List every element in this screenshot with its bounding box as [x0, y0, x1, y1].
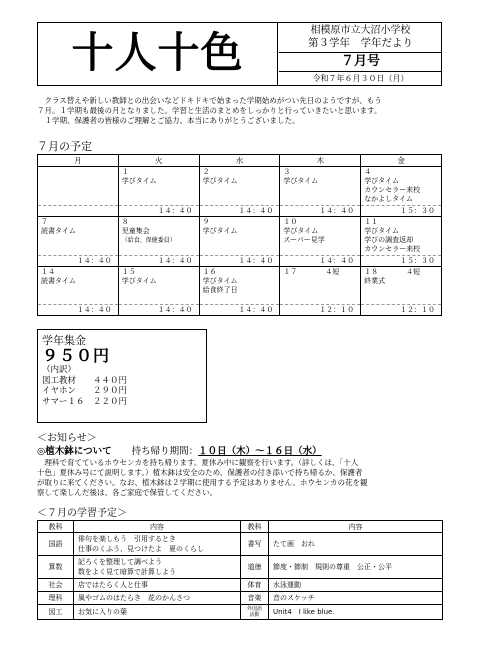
content-cell [74, 592, 241, 605]
schedule-entry: 終業式 [364, 277, 386, 285]
schedule-entry: 給食終了日 [202, 286, 238, 294]
dismissal-time: １４：４０ [199, 305, 280, 316]
content-cell [74, 579, 241, 592]
subject-cell-text: 理科 [48, 594, 63, 602]
day-header: 水 [199, 155, 280, 167]
content-cell-text: お気に入りの葉 [78, 608, 127, 616]
dismissal-time: １４：４０ [118, 305, 199, 316]
schedule-entry: 学びタイム [364, 227, 400, 235]
notice-item-title [37, 445, 447, 458]
subject-cell [241, 533, 269, 556]
notice-body-line: 察して楽しんだ後は、各ご家庭で保管してください。 [37, 488, 217, 497]
schedule-entry: 学びタイム [202, 177, 238, 185]
plan-header: 内容 [74, 521, 241, 533]
table-row [38, 579, 443, 592]
day-header: 月 [38, 155, 119, 167]
schedule-day-cell [280, 217, 361, 256]
subject-cell-text: 音楽 [247, 594, 262, 602]
newsletter-subtitle: 第３学年 学年だより [308, 37, 413, 49]
notice-body-line: が取りに来てください。なお、植木鉢は２学期に使用する予定はありません。ホウセンカの花を観 [37, 478, 368, 487]
schedule-day-cell [118, 217, 199, 256]
issue-date: 令和７年６月３０日（月） [312, 74, 409, 83]
schedule-entry: カウンセラー来校 [364, 245, 421, 253]
schedule-day-cell [280, 267, 361, 305]
schedule-day-cell [199, 267, 280, 305]
content-cell-text: 数をよく見て暗算で計算しよう [78, 568, 176, 576]
schedule-entry: ９ [202, 218, 210, 226]
intro-line: クラス替えや新しい教師との出会いなどドキドキで始まった学期始めがつい先日のようですが、もう [37, 96, 382, 105]
issue-month: ７月号 [279, 52, 442, 72]
schedule-entry: ７ [41, 218, 48, 226]
content-cell-text: 仕事のくふう、見つけたよ 夏のくらし [78, 545, 204, 553]
schedule-header-row [38, 155, 442, 167]
schedule-entry: 学びタイム [283, 177, 319, 185]
content-cell-text: 水泳運動 [273, 581, 301, 589]
schedule-entry: ２ [202, 168, 210, 176]
content-cell [269, 592, 443, 605]
content-cell [74, 556, 241, 579]
dismissal-time: １５：３０ [361, 256, 442, 267]
dismissal-time: １５：３０ [361, 206, 442, 217]
day-header: 金 [361, 155, 442, 167]
subject-cell [241, 556, 269, 579]
fee-amount: ９５０円 [42, 346, 111, 365]
schedule-entry: １０ [283, 218, 298, 226]
day-header: 火 [118, 155, 199, 167]
dismissal-time: １４：４０ [118, 256, 199, 267]
schedule-entry: 学びタイム [202, 277, 238, 285]
schedule-entry: ８ [121, 218, 129, 226]
dismissal-time: １４：４０ [38, 305, 119, 316]
subject-cell [38, 533, 74, 556]
schedule-entry: （給食、保健委員） [121, 237, 176, 244]
content-cell [74, 533, 241, 556]
fee-item: サマー１６ ２２０円 [42, 396, 128, 407]
schedule-entry: １ [121, 168, 129, 176]
schedule-time-row [38, 256, 442, 267]
table-row [38, 556, 443, 579]
subject-cell [241, 579, 269, 592]
schedule-day-cell [38, 217, 119, 256]
content-cell [269, 579, 443, 592]
subject-cell-text: 社会 [48, 581, 63, 589]
schedule-entry: ３ [283, 168, 291, 176]
subject-cell-text: 外国語活動 [246, 606, 262, 618]
content-cell-text: 音のスケッチ [273, 594, 315, 602]
plan-header: 内容 [269, 521, 443, 533]
subject-cell-text: 国語 [48, 540, 63, 548]
content-cell-text: 俳句を楽しもう 引用するとき [78, 535, 176, 543]
schedule-entry: 児童集会 [121, 227, 150, 235]
schedule-day-cell [38, 167, 119, 206]
subject-cell-text: 道徳 [247, 563, 262, 571]
period-label: 持ち帰り期間： [131, 446, 199, 457]
content-cell [269, 533, 443, 556]
schedule-entry: 学びタイム [202, 227, 238, 235]
subject-cell-text: 図工 [48, 608, 63, 616]
subject-cell [241, 592, 269, 605]
subject-cell-text: 書写 [247, 540, 262, 548]
plan-title: ＜７月の学習予定＞ [37, 508, 127, 519]
notice-heading: ＜お知らせ＞ [37, 433, 97, 444]
schedule-entry: 学びタイム [283, 227, 319, 235]
class-fee-box [37, 329, 207, 423]
content-cell-text: Unit4 I like blue. [273, 608, 335, 616]
dismissal-time: １２：１０ [361, 305, 442, 316]
schedule-time-row [38, 305, 442, 316]
content-cell [269, 556, 443, 579]
schedule-entry: なかよしタイム [364, 195, 414, 203]
schedule-day-cell [199, 167, 280, 206]
plan-header: 教科 [38, 521, 74, 533]
intro-line: ７月。１学期も最後の月となりました。学習と生活のまとめをしっかりと行っていきたいと思います。 [37, 106, 382, 115]
schedule-entry: ４ [364, 168, 372, 176]
schedule-day-cell [118, 267, 199, 305]
schedule-entry: 読書タイム [41, 227, 76, 235]
notice-body-line: 理科で育てているホウセンカを持ち帰ります。夏休み中に観察を行います。（詳しくは、「十人 [37, 458, 359, 467]
fee-item: 図工教材 ４４０円 [42, 375, 128, 386]
fee-title: 学年集金 [42, 334, 86, 347]
content-cell-text: 記ろくを整理して調べよう [78, 558, 162, 566]
study-plan-table [37, 520, 443, 620]
schedule-entry: １８ ４短 [364, 268, 421, 276]
content-cell-text: たて画 おれ [273, 540, 315, 548]
content-cell-text: 風やゴムのはたらき 花のかんさつ [78, 594, 190, 602]
day-header: 木 [280, 155, 361, 167]
schedule-entry: 学びタイム [121, 277, 157, 285]
schedule-entry: １１ [364, 218, 379, 226]
subject-cell [241, 605, 269, 620]
schedule-entry: １５ [121, 268, 136, 276]
content-cell [269, 605, 443, 620]
fee-item: イヤホン ２９０円 [42, 386, 128, 396]
header-info [279, 23, 442, 85]
content-cell [74, 605, 241, 620]
schedule-table [37, 154, 442, 316]
schedule-week-row [38, 217, 442, 256]
schedule-time-row [38, 206, 442, 217]
subject-cell-text: 体育 [247, 581, 262, 589]
schedule-entry: １７ ４短 [283, 268, 340, 276]
notice-section [37, 432, 447, 498]
schedule-day-cell [361, 217, 442, 256]
schedule-week-row [38, 167, 442, 206]
plan-header-row [38, 521, 443, 533]
dismissal-time: １４：４０ [199, 206, 280, 217]
schedule-entry: 学びタイム [121, 177, 157, 185]
subject-cell [38, 592, 74, 605]
period-range: １０日（木）～１６日（水） [198, 446, 322, 457]
table-row [38, 533, 443, 556]
newsletter-title: 十人十色 [38, 23, 278, 85]
schedule-day-cell [38, 267, 119, 305]
schedule-day-cell [280, 167, 361, 206]
schedule-day-cell [361, 267, 442, 305]
schedule-entry: １６ [202, 268, 217, 276]
schedule-title: ７月の予定 [37, 140, 92, 153]
content-cell-text: 節度・節制 規則の尊重 公正・公平 [273, 563, 392, 571]
schedule-week-row [38, 267, 442, 305]
schedule-entry: 読書タイム [41, 277, 76, 285]
newsletter-header [37, 22, 442, 86]
schedule-entry: 学びの調査返却 [364, 236, 414, 244]
schedule-entry: カウンセラー来校 [364, 186, 421, 194]
fee-breakdown-label: （内訳） [42, 365, 77, 375]
dismissal-time: １２：１０ [280, 305, 361, 316]
subject-cell-text: 算数 [48, 563, 63, 571]
intro-paragraph [37, 96, 447, 126]
intro-line: １学期、保護者の皆様のご理解とご協力、本当にありがとうございました。 [37, 116, 300, 125]
subject-cell [38, 579, 74, 592]
schedule-entry: １４ [41, 268, 55, 276]
dismissal-time [38, 206, 119, 217]
schedule-entry: スーパー見学 [283, 236, 325, 244]
content-cell-text: 店ではたらく人と仕事 [78, 581, 148, 589]
schedule-day-cell [199, 217, 280, 256]
table-row [38, 592, 443, 605]
plan-header: 教科 [241, 521, 269, 533]
dismissal-time: １４：４０ [38, 256, 119, 267]
dismissal-time: １４：４０ [280, 206, 361, 217]
subject-cell [38, 605, 74, 620]
schedule-entry: 学びタイム [364, 177, 400, 185]
dismissal-time: １４：４０ [280, 256, 361, 267]
dismissal-time: １４：４０ [199, 256, 280, 267]
notice-topic: ◎植木鉢について [37, 446, 112, 457]
schedule-day-cell [361, 167, 442, 206]
subject-cell [38, 556, 74, 579]
school-name: 相模原市立大沼小学校 [310, 25, 411, 36]
table-row [38, 605, 443, 620]
dismissal-time: １４：４０ [118, 206, 199, 217]
notice-body-line: 十色」夏休み号にて説明します。）植木鉢は安全のため、保護者の付き添いで持ち帰るか、保護者 [37, 468, 363, 477]
schedule-day-cell [118, 167, 199, 206]
